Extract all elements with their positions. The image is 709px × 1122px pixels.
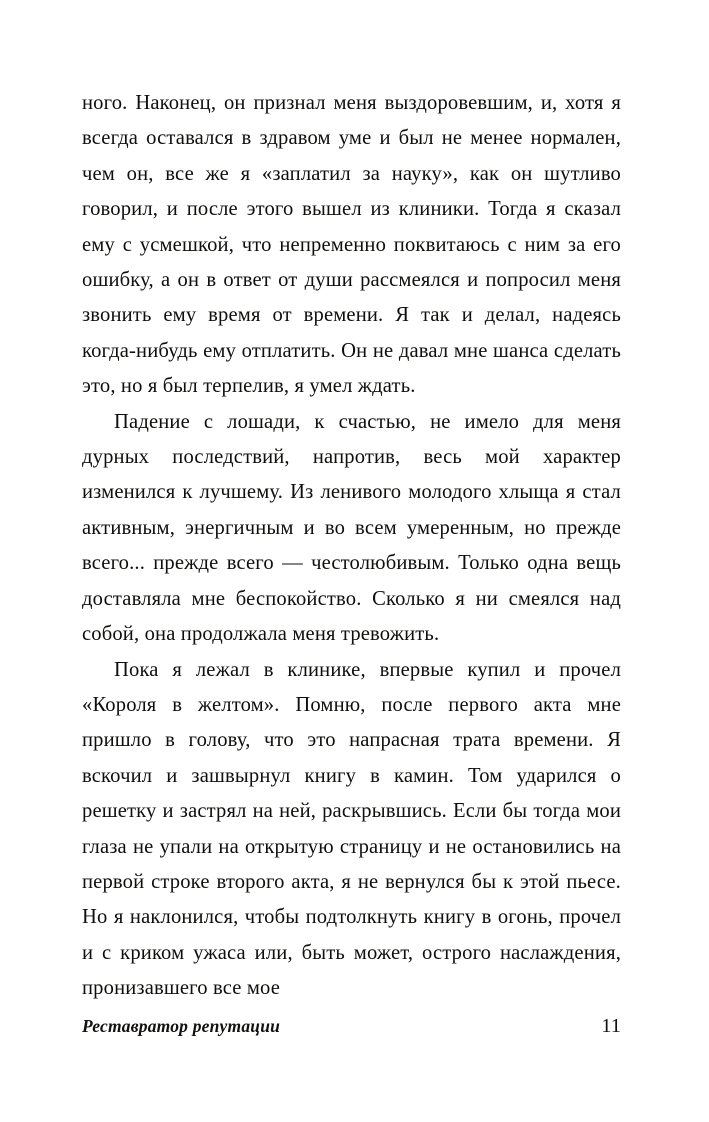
page-body (82, 86, 621, 1007)
paragraph: Падение с лошади, к счастью, не имело для меня дурных последствий, напротив, весь мой характер изменился к лучшему. Из ленивого молодого хлыща я стал активным, энергичным и во всем умеренным, но прежде всего... прежде всего — честолюбивым. Только одна вещь доставляла мне беспокойство. Сколько я ни смеялся над собой, она продолжала меня тревожить. (82, 410, 621, 646)
paragraph: ного. Наконец, он признал меня выздоровевшим, и, хотя я всегда оставался в здравом уме и был не менее нормален, чем он, все же я «заплатил за науку», как он шутливо говорил, и после этого вышел из клиники. Тогда я сказал ему с усмешкой, что непременно поквитаюсь с ним за его ошибку, а он в ответ от души рассмеялся и попросил меня звонить ему время от времени. Я так и делал, надеясь когда-нибудь ему отплатить. Он не давал мне шанса сделать это, но я был терпелив, я умел ждать. (82, 92, 621, 398)
page-footer (82, 1015, 621, 1038)
paragraph: Пока я лежал в клинике, впервые купил и прочел «Короля в желтом». Помню, после первого акта мне пришло в голову, что это напрасная трата времени. Я вскочил и зашвырнул книгу в камин. Том ударился о решетку и застрял на ней, раскрывшись. Если бы тогда мои глаза не упали на открытую страницу и не остановились на первой строке второго акта, я не вернулся бы к этой пьесе. Но я наклонился, чтобы подтолкнуть книгу в огонь, прочел и с криком ужаса или, быть может, острого наслаждения, пронизавшего все мое (82, 658, 621, 1000)
running-title: Реставратор репутации (82, 1016, 281, 1036)
page-number: 11 (601, 1015, 621, 1037)
